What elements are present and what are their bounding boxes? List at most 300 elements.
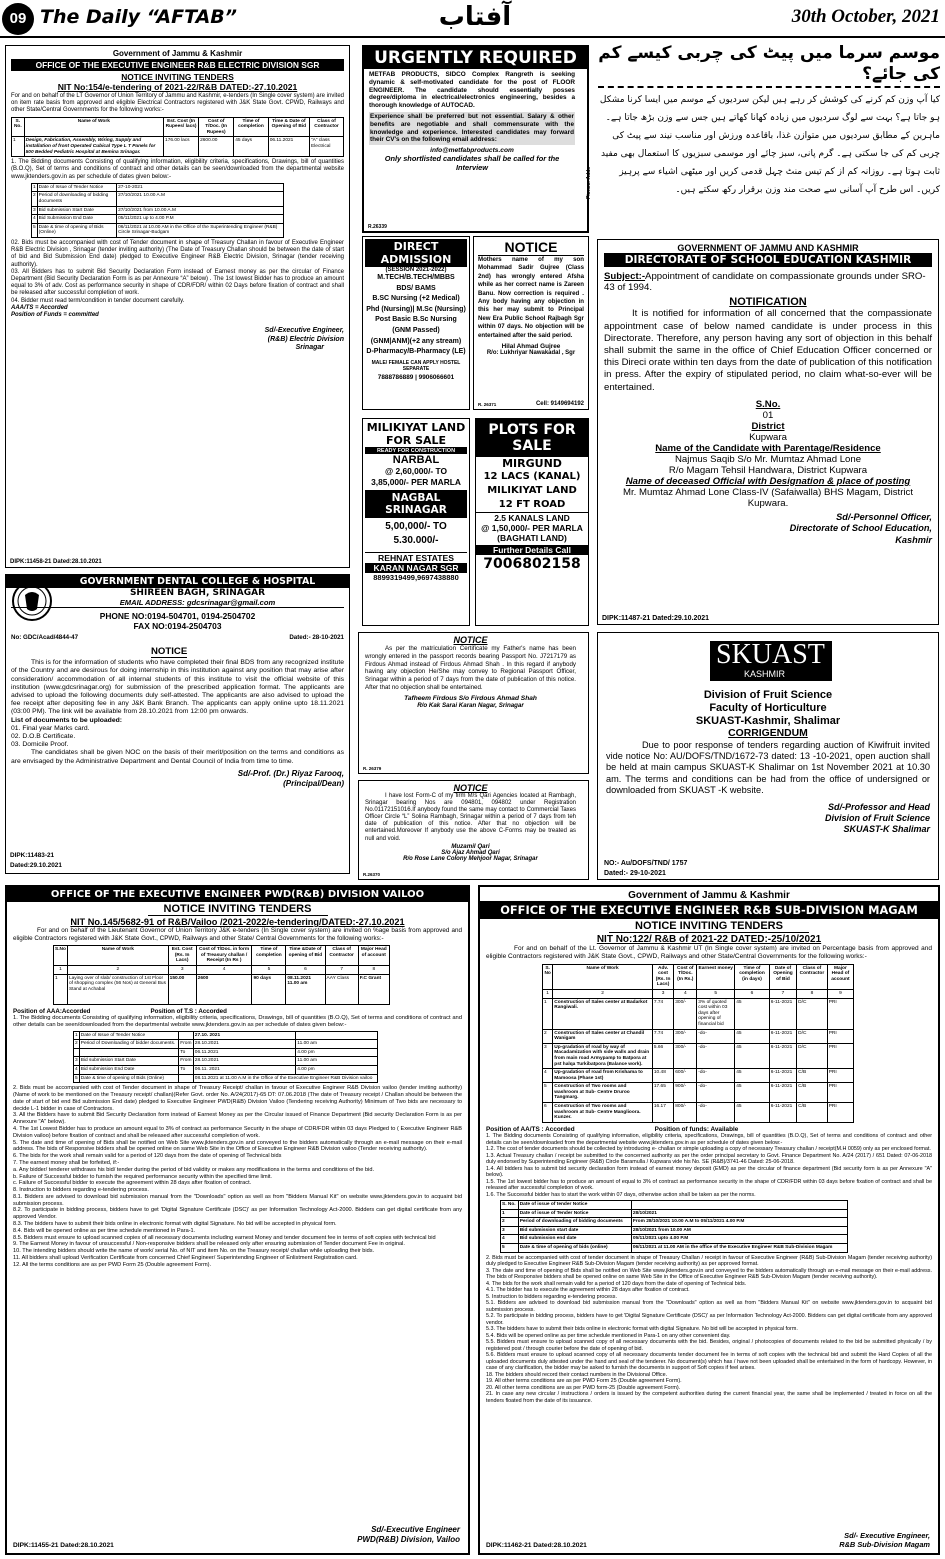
table-row bbox=[74, 1031, 378, 1040]
notice-title: NOTICE bbox=[453, 635, 488, 645]
cell: 176.00 lacs bbox=[164, 137, 199, 157]
skuast-line-3: SKUAST-Kashmir, Shalimar bbox=[695, 715, 841, 727]
cell: 06.11. 2021 bbox=[193, 1065, 296, 1074]
edu-district-label: District bbox=[751, 420, 785, 432]
list-item: D-Pharmacy/B-Pharmacy (LE) bbox=[366, 348, 466, 356]
list-item: 3. The date and time of opening of Bids shall be notified on Web Site www.jktenders.gov.in and conveyed to the bidders automatically through an e-mail message on their e-mail address. The bids of Responsive bidders shall be opened online on same Web Site in the Office of Executive Engineer R&B Sub-Division Magam (tender receiving authority). bbox=[486, 1267, 932, 1281]
cell: 6-11-2021 bbox=[769, 1029, 796, 1043]
cell: 45 bbox=[735, 1103, 770, 1123]
cell: C/B bbox=[797, 1069, 828, 1083]
th-time: Time of completion bbox=[252, 946, 286, 966]
cell: PRI bbox=[827, 1029, 853, 1043]
cell: 5 bbox=[252, 965, 286, 974]
list-item: Phd (Nursing)| M.Sc (Nursing) bbox=[366, 305, 466, 313]
list-item: 2. Bids must be accompanied with cost of tender document in shape of Treasury Challan / receipt in favour of Executive Engineer (R&B) Sub-Division Magam (tender receiving authority) duly pledged to Executive Engineer R&B Sub-Division Magam (tender receiving authority) as per approved format. bbox=[486, 1254, 932, 1268]
cell: C/B bbox=[797, 1083, 828, 1103]
cell: 28.10.2021 bbox=[193, 1040, 296, 1049]
cell: Date & time of opening of bids (online) bbox=[518, 1244, 631, 1253]
cell: Design, Fabrication, Assembly, Wiring, Supply and installation of front Operated Cubical Type L T Panels for 500 Bedded Pediatric Hospital at Bemina Srinagar. bbox=[24, 137, 163, 157]
th-sno: S.No bbox=[54, 946, 68, 966]
cell: 4.00 pm bbox=[296, 1065, 378, 1074]
notice-address: R/o: Lukhriyar Nawakadal , Sgr bbox=[486, 350, 576, 357]
list-item: 4.1. The bidder has to execute the agreement within 28 days after fixation of contract. bbox=[486, 1287, 690, 1294]
sig-line: Sd/-Executive Engineer bbox=[371, 1525, 460, 1534]
cell: 45 days bbox=[234, 137, 268, 157]
sig-line: (R&B) Electric Division bbox=[267, 335, 344, 343]
skuast-logo-text: SKUAST bbox=[716, 639, 825, 670]
list-item: 8.1. Bidders are advised to download bid submission manual from the "Downloads" option as well as from "Bidders Manual Kit" on website www.jktenders.gov.in to acquaint bid submission process. bbox=[13, 1193, 462, 1207]
cell: 28/10/2021 bbox=[631, 1209, 847, 1218]
th-open: Time &Date of opening of Bid bbox=[286, 946, 325, 966]
intro-text: For and on behalf of the Lt. Governor of Jammu & Kashmir UT (In Single cover system) are invited on Percentage basis from approved and eligible Contractors registered with J&K State Govt., CPWD, Railways and other State/Central Governments for the following works:- bbox=[486, 945, 932, 960]
cell: 06/11/2021 at 11.00 AM in the office of the Executive Engineer R&B Sub-Division Magam bbox=[631, 1244, 847, 1253]
cell: 05/11/2021 upto 4.00 P.M bbox=[631, 1235, 847, 1244]
metfab-body: METFAB PRODUCTS, SIDCO Complex Rangreth is seeking dynamic & self-motivated candidate for the post of FLOOR ENGINEER. The candidate should essentially posses degree/diploma in electrical/electronics engineering, besides a thorough knowledge of AUTOCAD. bbox=[369, 71, 575, 110]
land-phones: 8899319499,9697438880 bbox=[373, 573, 459, 582]
cell: 6-11-2021 bbox=[769, 1103, 796, 1123]
table-row bbox=[543, 1029, 854, 1043]
dental-phone: PHONE NO:0194-504701, 0194-2504702 bbox=[99, 611, 256, 621]
cell: D/C bbox=[797, 1043, 828, 1068]
notice-address: R/o Rose Lane Colony Mehjoor Nagar, Srinagar bbox=[403, 855, 538, 862]
dipk-number: DIPK:11458-21 Dated:28.10.2021 bbox=[10, 559, 102, 565]
cell: 4 bbox=[674, 989, 697, 998]
signature bbox=[11, 327, 344, 353]
dental-notice-title: NOTICE bbox=[151, 646, 188, 658]
th-name: Name of Work bbox=[24, 117, 163, 137]
metfab-email: info@metfabproducts.com bbox=[430, 147, 514, 155]
plots-line-1: 12 LACS (KANAL) bbox=[483, 471, 581, 482]
sig-line: Directorate of School Education, bbox=[789, 523, 932, 534]
skuast-corrigendum bbox=[597, 632, 939, 880]
cell: 4 bbox=[196, 965, 252, 974]
clause-list-b bbox=[486, 1255, 932, 1405]
sig-line: SKUAST-K Shalimar bbox=[843, 824, 930, 835]
sig-line: Division of Fruit Science bbox=[824, 813, 930, 824]
dental-body: This is for the information of students who have completed their final BDS from any recognized institute of the Country and are desirous for doing internship in this institution against any position that may arise after consideration/ accommodation of all internal students of this institute to visit the official website of this institution (www.gdcsrinagar.org) for submission of the prescribed application format. The applicants are advised to upload the following documents duly self-attested. The applicants are also advised to upload the fee receipt after depositing fee in any J&K Bank Branch. The applicants can apply online upto 18.11.2021 (03:00 PM). The link will be available from 28.10.2021 from 12:00 pm onwards. bbox=[11, 659, 344, 716]
cell: 5.66 bbox=[652, 1043, 673, 1068]
subject-text: Appointment of candidate on compassionate grounds under SRO-43 of 1994. bbox=[604, 271, 926, 294]
edu-subject bbox=[604, 271, 932, 293]
ref-number: R. 26379 bbox=[363, 766, 382, 771]
cell: 4 bbox=[32, 215, 38, 224]
table-row bbox=[501, 1209, 848, 1218]
cell: Bid submission end date bbox=[518, 1235, 631, 1244]
th-class: Class of Contractor bbox=[310, 117, 344, 137]
table-row bbox=[543, 1043, 854, 1068]
list-item: 20. All other terms conditions are as per PWD form-25 (Double agreement Form). bbox=[486, 1384, 681, 1391]
edu-office: DIRECTORATE OF SCHOOL EDUCATION KASHMIR bbox=[604, 253, 932, 267]
cell: Date of Issue of Tender Notice bbox=[37, 183, 116, 192]
list-item: 7. The earnest money shall be forfeited, if:- bbox=[13, 1159, 120, 1166]
cell: To bbox=[179, 1065, 194, 1074]
th-doc: Cost of T/Doc. in form of Treasury challan / Receipt (In Rs ) bbox=[196, 946, 252, 966]
cell: Period of downloading of bidding documents bbox=[518, 1218, 631, 1227]
th-sno: S. No. bbox=[12, 117, 25, 137]
land-place-1: NARBAL bbox=[392, 454, 440, 466]
notice-form-c bbox=[358, 780, 589, 880]
notice-title: NOTICE bbox=[478, 239, 584, 256]
cell: 05/11/2021 up to 4.00 P.M bbox=[117, 215, 284, 224]
cell: 16.17 bbox=[652, 1103, 673, 1123]
clause-1: 1. The Bidding documents Consisting of qualifying information, eligibility criteria, specifications, Drawings, bill of quantities (B.O.Q), Set of terms and conditions of contract and other details can be seen/downloaded from the departmental website www.jktenders.gov.in as per schedule of dates given below:- bbox=[13, 1014, 462, 1028]
notice-title: NOTICE INVITING TENDERS bbox=[121, 72, 234, 82]
table-row bbox=[32, 223, 284, 237]
govt-heading: Government of Jammu & Kashmir bbox=[112, 49, 243, 58]
cell: Bid submission End Date bbox=[79, 1065, 179, 1074]
masthead-date: 30th October, 2021 bbox=[791, 6, 940, 27]
skuast-logo bbox=[710, 641, 832, 681]
aaa-status: Position of AA/TS : Accorded bbox=[486, 1125, 575, 1133]
list-item: 1. The Bidding documents Consisting of qualifying information, eligibility criteria, specifications, Drawings, bill of quantities (B.O.Q), Set of terms and conditions of contract and other details can be seen/downloaded from the departmental website www.jktenders.gov.in as per schedule of dates given below:- bbox=[486, 1133, 932, 1146]
table-row bbox=[501, 1235, 848, 1244]
works-table bbox=[542, 964, 854, 1123]
edu-sno: 01 bbox=[762, 409, 774, 421]
ref-number: R.26370 bbox=[363, 872, 381, 877]
plots-line-5: @ 1,50,000/- PER MARLA bbox=[481, 523, 583, 533]
clause-2: 02. Bids must be accompanied with cost of Tender document in shape of Treasury Challan in favour of Executive Engineer R&B Electric Division , Srinagar (tender inviting authority) (The Date of Treasury Challan should be between the date of start of bid and Bid Submission End date) pledged to Executive Engineer R&B Electric Division, Srinagar (tender receiving authority). bbox=[11, 239, 344, 268]
cell: 3 bbox=[543, 1043, 553, 1068]
notice-signature-2: S/o Ajaz Ahmad Qari bbox=[441, 849, 500, 856]
sig-line: Kashmir bbox=[895, 534, 932, 545]
cell: 800/- bbox=[674, 1103, 697, 1123]
dental-date: Dated:- 28-10-2021 bbox=[289, 634, 344, 641]
cell: 8 bbox=[797, 989, 828, 998]
cell: 90 days bbox=[252, 974, 286, 1004]
works-table bbox=[11, 117, 344, 158]
aaa-status: Position of AAA:Accorded bbox=[13, 1007, 91, 1015]
table-row bbox=[74, 1040, 378, 1049]
list-item: 4. The 1st Lowest Bidder has to produce an amount equal to 3% of contract as performance Security in the shape of CDR/FDR within 03 days Pledged to ( Executive Engineer R&B Division vailoo) before fixation of contract and shall be released after successful completion of work. bbox=[13, 1125, 462, 1139]
list-item: 5.3. The bidders have to submit their bids online in electronic format with digital Signature. No bid will be accepted in physical form. bbox=[486, 1326, 798, 1333]
cell: 27-10-2021 bbox=[117, 183, 284, 192]
cell: Bid submission Start Date bbox=[37, 206, 116, 215]
cell: Date & time of opening of Bids (Online) bbox=[37, 223, 116, 237]
plots-phone: 7006802158 bbox=[483, 556, 581, 572]
cell: 2 bbox=[553, 989, 653, 998]
cell: 3 bbox=[652, 989, 673, 998]
cell: 4 bbox=[543, 1069, 553, 1083]
skuast-body: Due to poor response of tenders regarding auction of Kiwifruit invited vide notice No: AU/DOFS/TND/1672-73 dated: 13 -10-2021, open auction shall be held at main campus SKUAST-K Shalimar on 1st November 2021 at 10.30 am. The terms and conditions can be had from the office of undersigned or downloaded from SKUAST -K website. bbox=[606, 740, 930, 795]
cell: 08.11.2021 11.00 am bbox=[286, 974, 325, 1004]
th-open: Date of Opening of Bid bbox=[769, 964, 796, 989]
cell: 1 bbox=[54, 965, 68, 974]
cell: -do- bbox=[697, 1029, 735, 1043]
notice-title: NOTICE INVITING TENDERS bbox=[609, 920, 809, 933]
ts-status: Position of T.S : Accorded bbox=[150, 1007, 227, 1015]
edu-govt: GOVERNMENT OF JAMMU AND KASHMIR bbox=[677, 243, 859, 253]
table-row bbox=[74, 1057, 378, 1066]
cell: From bbox=[179, 1040, 194, 1049]
cell: Period of downloading of bidding documents bbox=[37, 192, 116, 206]
land-address: KARAN NAGAR SGR bbox=[365, 563, 467, 573]
notice-signature: Muzamil Qari bbox=[451, 842, 490, 850]
cell: 150.00 bbox=[168, 974, 196, 1004]
cell: 45 bbox=[735, 1083, 770, 1103]
tender-rb-electric bbox=[5, 45, 350, 568]
admission-phones: 7888786889 | 9906066601 bbox=[377, 373, 455, 381]
cell: 6-11-2021 bbox=[769, 1069, 796, 1083]
cell: Construction of Two rooms and washroom at Sub- Centre Druroo Tangmarg. bbox=[553, 1083, 653, 1103]
masthead-rule bbox=[0, 36, 945, 38]
cell: 6 bbox=[735, 989, 770, 998]
funds-status: Position of Funds = committed bbox=[11, 311, 99, 318]
cell: 5 bbox=[74, 1074, 80, 1083]
crest-icon bbox=[14, 583, 50, 619]
edu-sno-label: S.No. bbox=[755, 398, 781, 410]
cell: 600/- bbox=[674, 1069, 697, 1083]
table-row bbox=[501, 1201, 848, 1210]
list-item: 5.6. Bidders must ensure to upload scanned copy of all necessary documents tender document fee in terms of soft copies with the technical bid and submit the Hard Copies of all the uploaded documents duly attested under the hand and seal of the tenderer. No document(s) which has / have not been uploaded shall be entertained in the form of hardcopy. However, in case of any clarification, the bidder may be asked to furnish the documents in support of Soft copies if feel arises. bbox=[486, 1352, 932, 1372]
cell: 3 bbox=[74, 1057, 80, 1066]
cell: 3 bbox=[501, 1226, 519, 1235]
cell: 7 bbox=[769, 989, 796, 998]
cell: -do- bbox=[697, 1103, 735, 1123]
sig-line: R&B Sub-Division Magam bbox=[839, 1540, 930, 1549]
table-row bbox=[32, 192, 284, 206]
land-price-2: 5,00,000/- TO 5.30.000/- bbox=[385, 521, 447, 546]
table-row bbox=[501, 1244, 848, 1253]
cell: 45 bbox=[735, 1043, 770, 1068]
approval-row bbox=[486, 1126, 932, 1133]
cell: Date & time of opening of Bids (Online) bbox=[79, 1074, 179, 1083]
schedule-table bbox=[500, 1200, 848, 1253]
dental-body2: The candidates shall be given NOC on the basis of their merit/position on the terms and conditions as are envisaged by the Administrative Department and Dental Council of India from time to time. bbox=[11, 749, 344, 765]
list-item: 5.5. Bidders must ensure to upload scanned copy of all necessary documents with the bid. Besides, original / photocopies of documents related to the bid be submitted physically / by registered post / through courier before the date of opening of bid. bbox=[486, 1339, 932, 1352]
th-class: Class of Contractor bbox=[325, 946, 358, 966]
admission-title: DIRECT ADMISSION bbox=[365, 239, 467, 267]
dipk-date: Dated:29.10.2021 bbox=[10, 862, 62, 869]
edu-candidate-label: Name of the Candidate with Parentage/Residence bbox=[655, 442, 881, 454]
cell: 5 bbox=[501, 1244, 519, 1253]
metfab-ad bbox=[362, 45, 592, 233]
metfab-title: URGENTLY REQUIRED bbox=[364, 47, 587, 69]
list-item: BDS/ BAMS bbox=[396, 284, 436, 292]
cell: 6-11-2021 bbox=[769, 1043, 796, 1068]
direct-admission-ad bbox=[362, 236, 470, 410]
list-item: 19. All other terms conditions are as per PWD Form 25 (Double agreement Form). bbox=[486, 1378, 682, 1385]
cell bbox=[179, 1074, 194, 1083]
cell: 6-11-2021 bbox=[769, 998, 796, 1029]
notice-title: NOTICE bbox=[453, 783, 488, 793]
cell: -do- bbox=[697, 1043, 735, 1068]
dipk-number: DIPK:11483-21 bbox=[10, 852, 55, 859]
notice-address: R/o Kak Sarai Karan Nagar, Srinagar bbox=[417, 701, 524, 709]
course-list bbox=[365, 273, 467, 358]
skuast-signature bbox=[606, 802, 930, 835]
cell: 300/- bbox=[674, 998, 697, 1029]
cell: From bbox=[179, 1057, 194, 1066]
notice-gujree bbox=[473, 236, 589, 410]
list-item: 2. Bids must be accompanied with cost of Tender document in shape of Treasury Receipt/ challan in favour of Executive Engineer R&B Division vailoo (tender inviting authority) (Name of work to be mentioned on the Treasury receipt/ challan)(Refer Govt. order No. A/24(2017)-65 DT: 07.06.2018 (The date of Treasury receipt / Challan should be between the date of start of bid end Bid submission End date) pledged to Executive Engineer PWD(R&B) Division Vailoo (Tendering receiving Authority) Minimum of Two bids are necessary to decide L-1 bidder in case of Contractors. bbox=[13, 1085, 462, 1112]
cell bbox=[631, 1201, 847, 1210]
cell: PRI bbox=[827, 1103, 853, 1123]
sig-line: Sd/- Executive Engineer, bbox=[844, 1531, 930, 1540]
list-item: 3. All the Bidders have to submit Bid Security Declaration form instead of Earnest Money as per the Circular issued of Finance Department (Bid security Declaration Form is as per Annexure "A" below). bbox=[13, 1112, 462, 1126]
metfab-note: Only shortlisted candidates shall be called for the Interview bbox=[384, 154, 560, 173]
land-title: MILIKIYAT LAND FOR SALE bbox=[366, 421, 466, 447]
works-table bbox=[53, 945, 390, 1004]
plots-place: MIRGUND bbox=[502, 457, 562, 470]
cell: 2 bbox=[543, 1029, 553, 1043]
signature bbox=[839, 1531, 930, 1549]
plots-for-sale-ad bbox=[475, 418, 589, 626]
edu-deceased-label: Name of deceased Official with Designation & place of posting bbox=[625, 475, 911, 487]
cell: 2600 bbox=[196, 974, 252, 1004]
intro-text: For and on behalf of the LT Governor of Union Territory of Jammu and Kashmir, e-tenders (In Single cover system) are invited on item rate basis from approved and eligible Electrical Contractors registered with J&K State Govt. CPWD, Railways and other State/Central Governments for the following works:- bbox=[11, 93, 344, 114]
cell: 5 bbox=[543, 1083, 553, 1103]
cell: 17.65 bbox=[652, 1083, 673, 1103]
tender-pwd-vailoo bbox=[5, 885, 470, 1555]
cell: 4 bbox=[74, 1065, 80, 1074]
cell: 6 bbox=[543, 1103, 553, 1123]
notice-title: NOTICE INVITING TENDERS bbox=[148, 903, 328, 916]
land-place-2: NAGBAL SRINAGAR bbox=[365, 490, 467, 518]
tender-rb-magam bbox=[478, 885, 940, 1555]
cell bbox=[179, 1031, 194, 1040]
cell: 9 bbox=[827, 989, 853, 998]
cell: Construction of Two rooms and washroom at Sub- Centre Manglioora. Kunzer. bbox=[553, 1103, 653, 1123]
dental-signature bbox=[11, 769, 344, 789]
clause-1: 1. The Bidding documents Consisting of qualifying information, eligibility criteria, specifications, Drawings, bill of quantities (B.O.Q), Set of terms and conditions of contract and other details can be seen/downloaded from the departmental website www.jktenders.gov.in as per schedule of dates given below:- bbox=[11, 159, 344, 180]
page-number-badge: 09 bbox=[2, 3, 34, 35]
govt-heading: Government of Jammu & Kashmir bbox=[628, 890, 790, 901]
list-item: 1.4. All bidders has to submit bid security declaration form instead of earnest money deposit (EMD) as per the circular of finance department (Bid security form is as per Annexure "A" below). bbox=[486, 1165, 932, 1179]
clause-list-a bbox=[486, 1133, 932, 1198]
cell: 4.00 pm bbox=[296, 1048, 378, 1057]
list-item: 9. The Earnest Money in favour of unsuccessful / Non-responsive bidders shall be released only after ensuring submission of Tender document Fee in original. bbox=[13, 1241, 405, 1248]
land-price-1: @ 2,60,000/- TO 3,85,000/- PER MARLA bbox=[371, 466, 461, 487]
dental-docs-label: List of documents to be uploaded: bbox=[11, 716, 123, 724]
table-row bbox=[543, 1103, 854, 1123]
urdu-article bbox=[598, 42, 940, 232]
cell: 3 bbox=[168, 965, 196, 974]
cell: Up-gradation of road by way of Macadamization with side walls and drain from main road Armypamp to Batpora at pst halqa Turkibatpora (Balance work). bbox=[553, 1043, 653, 1068]
table-row bbox=[32, 183, 284, 192]
cell: 7.74 bbox=[652, 998, 673, 1029]
cell: 45 bbox=[735, 1069, 770, 1083]
cell: 2 bbox=[67, 965, 168, 974]
cell: C/B bbox=[797, 1103, 828, 1123]
notice-body: As per the matriculation Certificate my Father's name has been wrongly entered in the passport records bearing Passport No. J7217179 as Firdous Ahmad instead of Firdous Ahmad Shah . In this regard if anybody having any objection He/She may convey to Regional Passport Officer, Srinagar within a period of 7 days from the date of publication of this notice. After that no objection shall be entertained. bbox=[365, 645, 576, 691]
list-item: 1.2. The cost of tender documents should be collected by introducing e- challan or simple uploading a copy of necessary Treasury challan / receipt(M.H 0059) only as per enclosed format. bbox=[486, 1146, 931, 1153]
plots-line-7: Further Details Call bbox=[476, 545, 588, 555]
cell: S. No. bbox=[501, 1201, 519, 1210]
sig-line: Srinagar bbox=[295, 344, 324, 352]
ref-number: R. 26371 bbox=[478, 402, 497, 407]
cell: 28.10.2021 bbox=[193, 1057, 296, 1066]
notice-cell: Cell: 9149694192 bbox=[535, 401, 584, 407]
list-item: 5. Instruction to bidders regarding e-tendering process. bbox=[486, 1293, 617, 1300]
metfab-body2: Experience shall be preferred but not essential. Salary & other benefits are negotiable and shall commensurate with the knowledge and experience. Interested candidates may forward their CV's on the following email address: bbox=[370, 112, 574, 144]
table-row bbox=[54, 974, 390, 1004]
plots-line-4: 2.5 KANALS LAND bbox=[494, 513, 570, 523]
edu-candidate-2: R/o Magam Tehsil Handwara, District Kupwara bbox=[668, 464, 868, 476]
cell: D/C bbox=[797, 998, 828, 1029]
table-row bbox=[12, 137, 344, 157]
dental-fax: FAX NO:0194-2504703 bbox=[133, 621, 222, 631]
nit-number: NIT No:154/e-tendering of 2021-22/R&B DATED:-27.10.2021 bbox=[57, 82, 298, 92]
th-name: Name of Work bbox=[553, 964, 653, 989]
cell: Construction of Sales center at Badarkot Rangiwali. bbox=[553, 998, 653, 1029]
list-item: a. Any bidder/ tenderer withdraws his bid/ tender during the period of bid validity or makes any modifications in the terms and conditions of the bid. bbox=[13, 1166, 374, 1173]
table-row bbox=[543, 1069, 854, 1083]
notice-passport bbox=[358, 632, 589, 774]
cell: 11.00 am bbox=[296, 1040, 378, 1049]
cell: Period of Downloading of bidder documents. bbox=[79, 1040, 179, 1049]
cell: 3 bbox=[32, 206, 38, 215]
skuast-ref-no: NO:- Au/DOFS/TND/ 1757 bbox=[604, 860, 688, 867]
cell: PRI bbox=[827, 1043, 853, 1068]
skuast-title: CORRIGENDUM bbox=[728, 728, 808, 739]
cell: Date of issue of tender Notice bbox=[518, 1201, 631, 1210]
cell: 27/10/2021 10.00 A.M bbox=[117, 192, 284, 206]
milkiyat-land-ad bbox=[362, 418, 470, 626]
sig-line: (Principal/Dean) bbox=[283, 778, 344, 788]
masthead-logo: آفتاب bbox=[438, 2, 512, 32]
skuast-line-1: Division of Fruit Science bbox=[703, 689, 833, 701]
cell: 4 bbox=[501, 1235, 519, 1244]
table-row bbox=[74, 1065, 378, 1074]
cell: PRI bbox=[827, 998, 853, 1029]
funds-status: Position of funds: Available bbox=[654, 1125, 739, 1133]
th-doc: Cost of T/Doc. (In Rupees) bbox=[199, 117, 234, 137]
list-item: B.SC Nursing (+2 Medical) bbox=[372, 295, 460, 303]
skuast-date: Dated:- 29-10-2021 bbox=[604, 870, 666, 877]
list-item: 8.3. The bidders have to submit their bids online in electronic format with digital Signature. No bid will be accepted in physical form. bbox=[13, 1221, 337, 1228]
dipk-number: DIPK:11455-21 Dated:28.10.2021 bbox=[13, 1542, 114, 1549]
dental-college-logo bbox=[12, 581, 52, 621]
cell: AAY Class bbox=[325, 974, 358, 1004]
cell: -do- bbox=[697, 1083, 735, 1103]
hostel-note: MALE/ FEMALE CAN APPLY HOSTEL SEPARATE bbox=[371, 359, 461, 372]
cell: 7 bbox=[325, 965, 358, 974]
notice-signature: Tafheem Firdous S/o Firdous Ahmad Shah bbox=[404, 694, 537, 702]
cell: 27.10. 2021 bbox=[193, 1031, 296, 1040]
cell: -do- bbox=[697, 1069, 735, 1083]
cell: 28/10/2021 from 10.00 AM bbox=[631, 1226, 847, 1235]
approval-row bbox=[13, 1008, 462, 1015]
edu-body: It is notified for information of all concerned that the compassionate appointment case of below named candidate is under process in this Directorate. Therefore, any person having any sort of objection in this behalf shall submit the same in the office of Chief Education Officer concerned or this Direci orate within ten days from the date of publication of this notification in press. After the expiry of stipulated period, no claim what-so-ever will be entertained. bbox=[604, 308, 932, 393]
cell: 06/11/2021 at 10.00 AM in the Office of the Superintending Engineer (R&B) Circle Srinagar-Budgam bbox=[117, 223, 284, 237]
cell: 300/- bbox=[674, 1029, 697, 1043]
dental-sub: SHIREEN BAGH, SRINAGAR bbox=[129, 588, 266, 598]
cell: 1 bbox=[501, 1209, 519, 1218]
dental-email: EMAIL ADDRESS: gdcsrinagar@gmail.com bbox=[11, 598, 344, 608]
cell: To bbox=[179, 1048, 194, 1057]
dental-docs-list bbox=[11, 725, 344, 750]
table-row bbox=[32, 215, 284, 224]
dipk-number: DIPK:11487-21 Dated:29.10.2021 bbox=[602, 615, 710, 622]
list-item: 18. The bidders should record their contact numbers in the Divisional Office. bbox=[486, 1371, 668, 1378]
admission-session: (SESSION 2021-2022) bbox=[385, 267, 447, 273]
cell: Up-gradation of road from Krishama to Mamoosa (Phase 1st) bbox=[553, 1069, 653, 1083]
office-heading: OFFICE OF THE EXECUTIVE ENGINEER R&B SUB-DIVISION MAGAM bbox=[480, 901, 938, 919]
list-item: 11. All bidders shall upload Verification Certificate from concerned Chief Engineer/ Superintending Engineer of Enlistment Registration card. bbox=[13, 1255, 358, 1262]
list-item: 5.2. To participate in bidding process, bidders have to get 'Digital Signature Certificate (DSC)' as per Information Technology Act-2000. Bidders can get digital certificate from any approved vendor. bbox=[486, 1313, 932, 1326]
th-open: Time & Date of Opening of Bid bbox=[268, 117, 309, 137]
list-item: 8.5. Bidders must ensure to upload scanned copies of all necessary documents including earnest Money and tender document fee in terms of soft copies with technical bid bbox=[13, 1234, 436, 1241]
plots-line-3: 12 FT ROAD bbox=[476, 498, 588, 513]
cell: PRI bbox=[827, 1069, 853, 1083]
cell: 11.00 am bbox=[296, 1057, 378, 1066]
th-class: Class of Contractor bbox=[797, 964, 828, 989]
th-cost: Est. Cost (In Rupees/ lacs) bbox=[164, 117, 199, 137]
side-label: Pioneer Adds bbox=[586, 167, 592, 200]
cell: 45 bbox=[735, 1029, 770, 1043]
dental-title: GOVERNMENT DENTAL COLLEGE & HOSPITAL bbox=[6, 575, 349, 588]
cell: 1 bbox=[54, 974, 68, 1004]
